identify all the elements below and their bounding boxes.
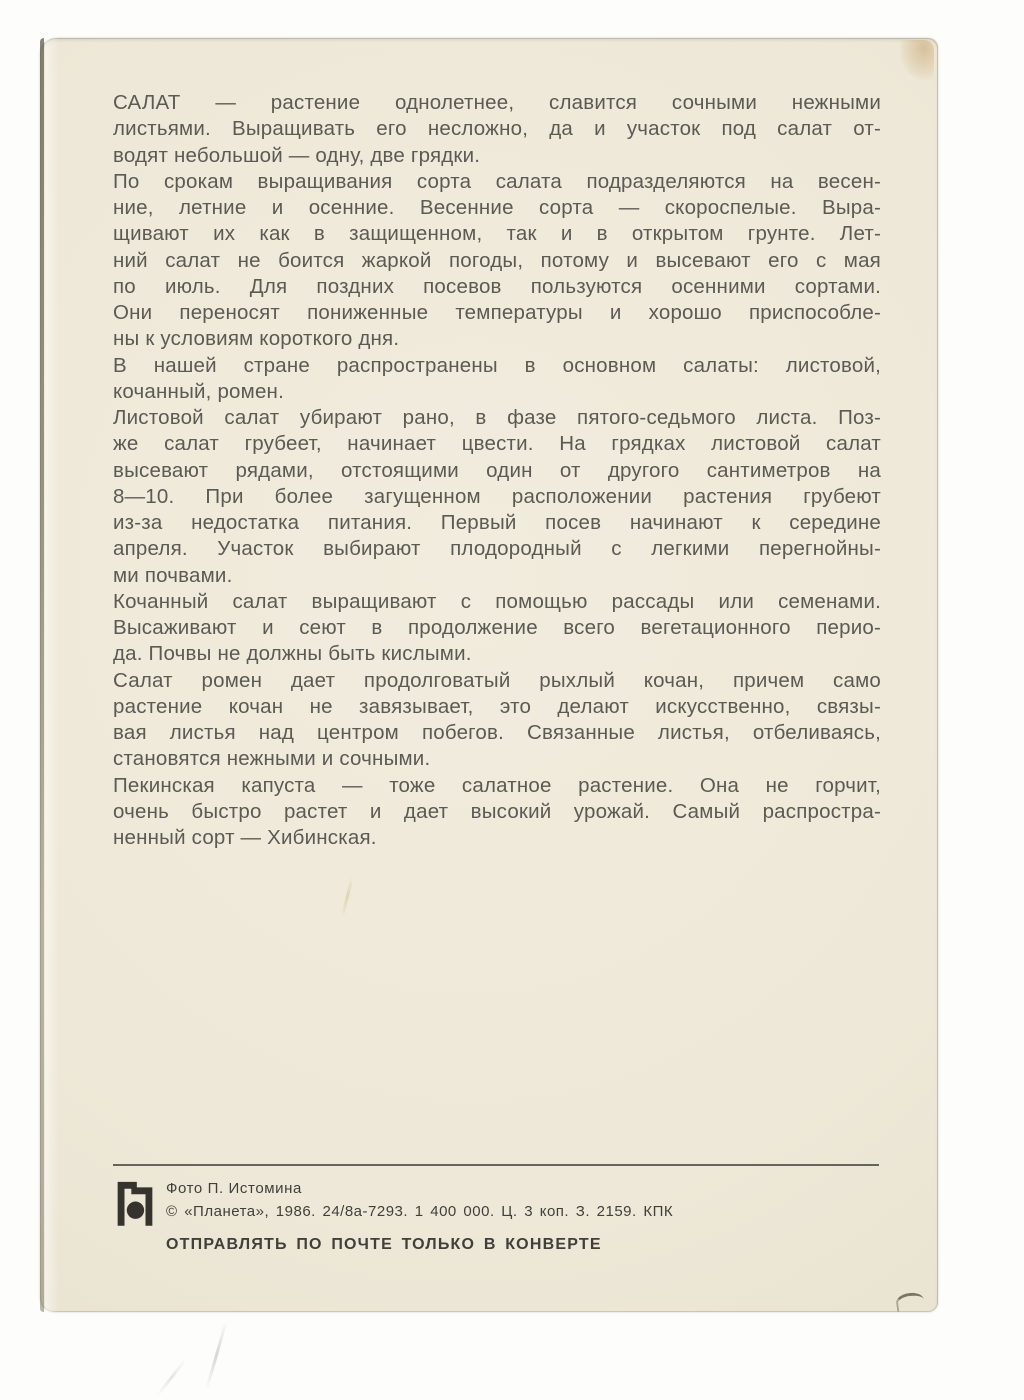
text-line: да. Почвы не должны быть кислыми. (113, 642, 472, 666)
text-line: же салат грубеет, начинает цвести. На грядках листовой салат (113, 432, 881, 456)
paragraph (113, 90, 881, 169)
text-line: апреля. Участок выбирают плодородный с легкими перегнойны- (113, 537, 881, 561)
postcard-back (40, 38, 938, 1312)
text-line: становятся нежными и сочными. (113, 747, 431, 771)
text-line: Пекинская капуста — тоже салатное растение. Она не горчит, (113, 773, 881, 797)
page-crease (156, 1359, 186, 1396)
text-line: кочанный, ромен. (113, 379, 284, 403)
text-line: ны к условиям короткого дня. (113, 327, 400, 351)
paragraph (113, 169, 881, 353)
card-left-edge (40, 38, 44, 1312)
text-line: Кочанный салат выращивают с помощью рассады или семенами. (113, 589, 881, 613)
text-line: щивают их как в защищенном, так и в открытом грунте. Лет- (113, 222, 881, 246)
text-line: Листовой салат убирают рано, в фазе пятого-седьмого листа. Поз- (113, 406, 881, 429)
text-line: по июль. Для поздних посевов пользуются осенними сортами. (113, 274, 881, 298)
text-line: Они переносят пониженные температуры и хорошо приспособле- (113, 301, 881, 324)
text-line: очень быстро растет и дает высокий урожай. Самый распростра- (113, 799, 881, 823)
footer-divider (113, 1164, 879, 1166)
text-line: вая листья над центром побегов. Связанные листья, отбеливаясь, (113, 721, 881, 744)
scratch-mark (341, 876, 354, 916)
text-line: ненный сорт — Хибинская. (113, 826, 377, 849)
text-line: 8—10. При более загущенном расположении растения грубеют (113, 484, 881, 508)
text-line: из-за недостатка питания. Первый посев начинают к середине (113, 511, 881, 534)
text-line: Салат ромен дает продолговатый рыхлый кочан, причем само (113, 668, 881, 692)
text-line: ми почвами. (113, 563, 233, 587)
paragraph (113, 589, 881, 668)
text-line: Высаживают и сеют в продолжение всего вегетационного перио- (113, 616, 881, 639)
top-right-stain (900, 40, 934, 80)
text-line: САЛАТ — растение однолетнее, славится сочными нежными (113, 91, 881, 114)
paragraph (113, 668, 881, 773)
text-line: ний салат не боится жаркой погоды, потому и высевают его с мая (113, 248, 881, 272)
body-text (113, 90, 881, 851)
bottom-right-smudge (895, 1291, 925, 1312)
text-line: В нашей стране распространены в основном салаты: листовой, (113, 353, 881, 377)
text-line: растение кочан не завязывает, это делают искусственно, связы- (113, 694, 881, 718)
text-line: По срокам выращивания сорта салата подразделяются на весен- (113, 169, 881, 193)
photo-credit: Фото П. Истомина (166, 1180, 302, 1197)
paragraph (113, 353, 881, 406)
mailing-notice: ОТПРАВЛЯТЬ ПО ПОЧТЕ ТОЛЬКО В КОНВЕРТЕ (166, 1236, 602, 1253)
text-line: водят небольшой — одну, две грядки. (113, 143, 481, 167)
card-left-crease (45, 38, 59, 1312)
planeta-publisher-logo-icon (114, 1178, 156, 1226)
page-crease (205, 1321, 227, 1389)
text-line: высевают рядами, отстоящими один от другого сантиметров на (113, 458, 881, 482)
text-line: ние, летние и осенние. Весенние сорта — скороспелые. Выра- (113, 196, 881, 219)
imprint-line: © «Планета», 1986. 24/8а-7293. 1 400 000. Ц. 3 коп. З. 2159. КПК (166, 1203, 674, 1220)
paragraph (113, 405, 881, 589)
text-line: листьями. Выращивать его несложно, да и участок под салат от- (113, 117, 881, 141)
paragraph (113, 773, 881, 852)
imprint-footer (166, 1180, 673, 1254)
